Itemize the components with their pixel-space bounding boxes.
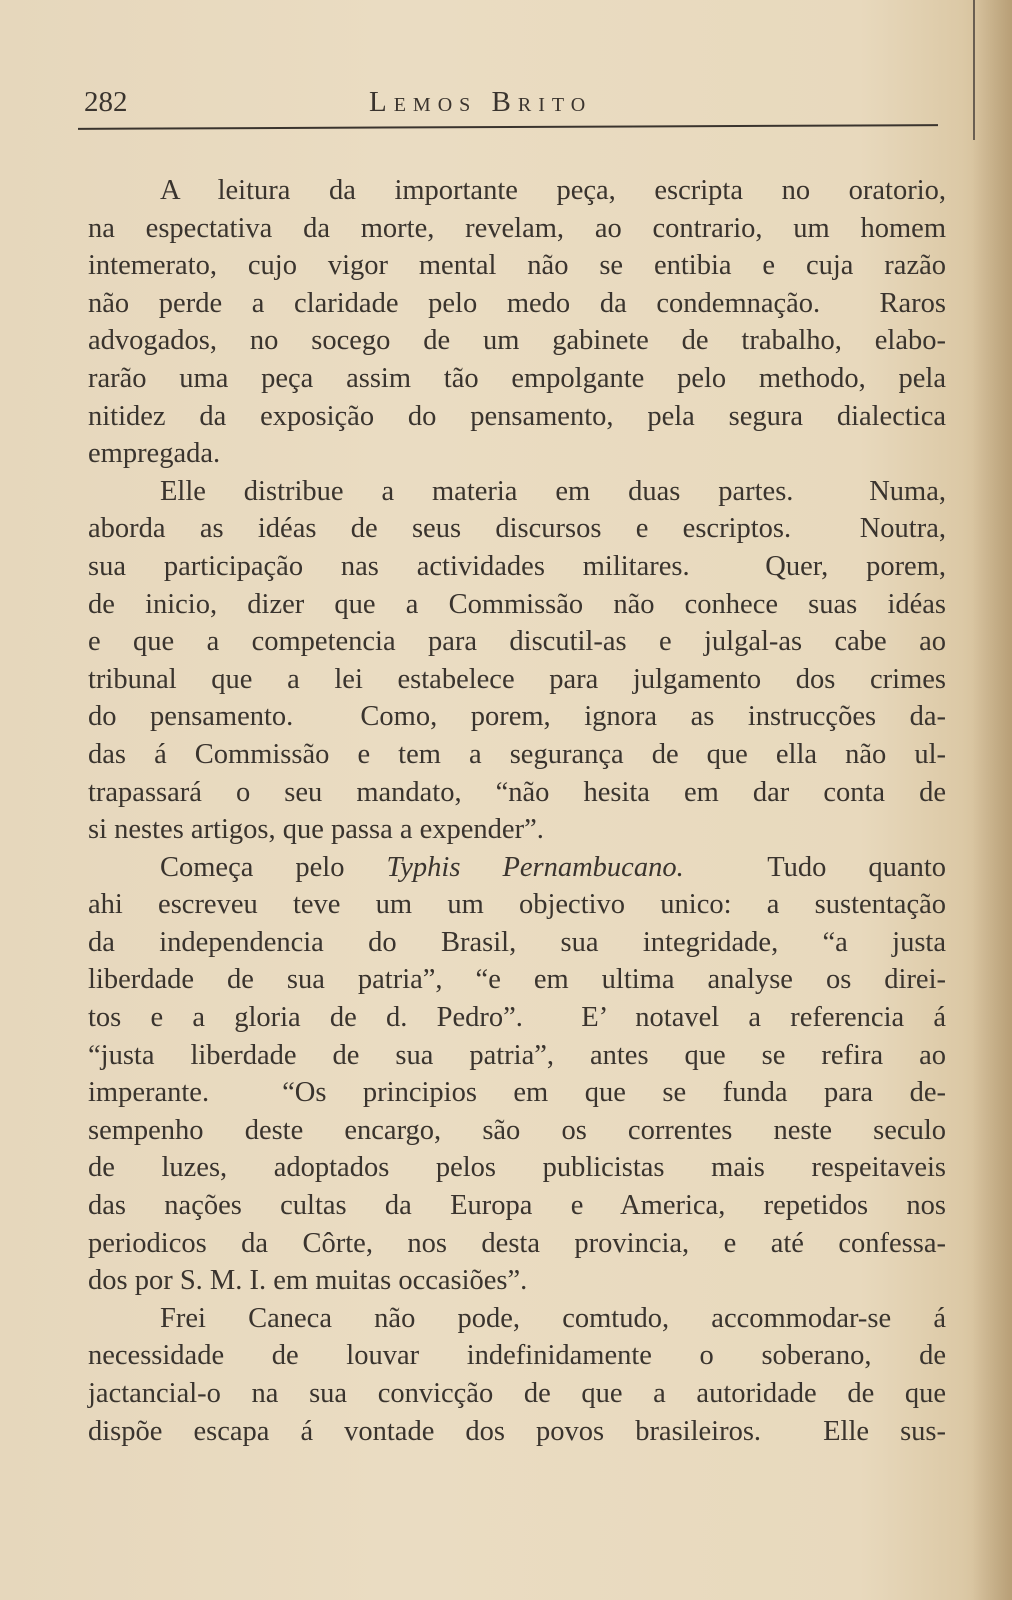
text-line xyxy=(88,774,946,812)
text-line xyxy=(88,661,946,699)
text-line xyxy=(88,586,946,624)
line-text: liberdade de sua patria”, “e em ultima analyse os direi- xyxy=(88,964,946,996)
line-text: sempenho deste encargo, são os correntes neste seculo xyxy=(88,1114,946,1146)
text-line xyxy=(88,961,946,999)
line-text: nitidez da exposição do pensamento, pela segura dialectica xyxy=(88,400,946,432)
text-line xyxy=(88,247,946,285)
text-line xyxy=(88,1225,946,1263)
text-line xyxy=(88,698,946,736)
line-text: Frei Caneca não pode, comtudo, accommodar-se á xyxy=(160,1302,946,1334)
line-text: A leitura da importante peça, escripta no oratorio, xyxy=(160,175,946,206)
page-header xyxy=(84,82,934,122)
line-text: das á Commissão e tem a segurança de que ella não ul- xyxy=(88,738,946,770)
text-line xyxy=(88,999,946,1037)
text-line xyxy=(88,1300,946,1338)
line-text: do pensamento. Como, porem, ignora as instrucções da- xyxy=(88,701,946,733)
text-line xyxy=(88,1337,946,1375)
line-text: necessidade de louvar indefinidamente o soberano, de xyxy=(88,1340,946,1372)
body-text xyxy=(88,172,946,1450)
line-text: rarão uma peça assim tão empolgante pelo methodo, pela xyxy=(88,362,946,394)
header-rule xyxy=(78,124,938,130)
line-text: Elle distribue a materia em duas partes. Numa, xyxy=(160,475,946,507)
line-text: periodicos da Côrte, nos desta provincia, e até confessa- xyxy=(88,1227,946,1259)
text-line xyxy=(88,1037,946,1075)
text-line xyxy=(88,1187,946,1225)
text-line xyxy=(88,623,946,661)
line-text: tos e a gloria de d. Pedro”. E’ notavel a referencia á xyxy=(88,1002,946,1034)
page-edge-shadow xyxy=(972,0,1012,1600)
line-text: de inicio, dizer que a Commissão não conhece suas idéas xyxy=(88,588,946,620)
text-line xyxy=(88,736,946,774)
text-line xyxy=(88,473,946,511)
line-text: empregada. xyxy=(88,438,221,470)
line-text: trapassará o seu mandato, “não hesita em dar conta de xyxy=(88,776,946,808)
line-text: não perde a claridade pelo medo da condemnação. Raros xyxy=(88,287,946,319)
text-line xyxy=(88,1262,946,1300)
line-text: Tudo quanto xyxy=(683,851,946,883)
text-line xyxy=(88,172,946,210)
text-line xyxy=(88,1413,946,1451)
line-text: jactancial-o na sua convicção de que a autoridade de que xyxy=(88,1378,946,1409)
line-text: si nestes artigos, que passa a expender”. xyxy=(88,814,544,846)
line-text: sua participação nas actividades militares. Quer, porem, xyxy=(88,550,946,582)
text-line xyxy=(88,435,946,473)
text-line xyxy=(88,360,946,398)
line-text: dispõe escapa á vontade dos povos brasileiros. Elle sus- xyxy=(88,1415,946,1447)
line-text: imperante. “Os principios em que se funda para de- xyxy=(88,1077,946,1109)
italic-title: Typhis Pernambucano. xyxy=(386,851,684,883)
text-line xyxy=(88,1375,946,1413)
line-text: “justa liberdade de sua patria”, antes que se refira ao xyxy=(88,1039,946,1071)
line-text: da independencia do Brasil, sua integridade, “a justa xyxy=(88,926,946,958)
text-line xyxy=(88,398,946,436)
line-text: Começa pelo xyxy=(160,851,387,883)
line-text: de luzes, adoptados pelos publicistas mais respeitaveis xyxy=(88,1152,946,1184)
text-line xyxy=(88,285,946,323)
text-line xyxy=(88,886,946,924)
line-text: das nações cultas da Europa e America, repetidos nos xyxy=(88,1190,946,1222)
text-line xyxy=(88,548,946,586)
binding-edge xyxy=(973,0,975,140)
text-line xyxy=(88,210,946,248)
line-text: advogados, no socego de um gabinete de trabalho, elabo- xyxy=(88,325,946,357)
text-line xyxy=(88,1074,946,1112)
line-text: tribunal que a lei estabelece para julgamento dos crimes xyxy=(88,663,946,695)
line-text: ahi escreveu teve um um objectivo unico: a sustentação xyxy=(88,889,946,921)
text-line xyxy=(88,849,946,887)
text-line xyxy=(88,1149,946,1187)
text-line xyxy=(88,924,946,962)
running-title: Lemos Brito xyxy=(369,86,593,118)
line-text: intemerato, cujo vigor mental não se entibia e cuja razão xyxy=(88,250,946,282)
text-line xyxy=(88,1112,946,1150)
text-line xyxy=(88,811,946,849)
line-text: na espectativa da morte, revelam, ao contrario, um homem xyxy=(88,212,946,244)
text-line xyxy=(88,322,946,360)
line-text: aborda as idéas de seus discursos e escriptos. Noutra, xyxy=(88,513,946,545)
page-number: 282 xyxy=(84,86,128,118)
text-line xyxy=(88,510,946,548)
line-text: e que a competencia para discutil-as e julgal-as cabe ao xyxy=(88,626,946,658)
line-text: dos por S. M. I. em muitas occasiões”. xyxy=(88,1265,528,1297)
